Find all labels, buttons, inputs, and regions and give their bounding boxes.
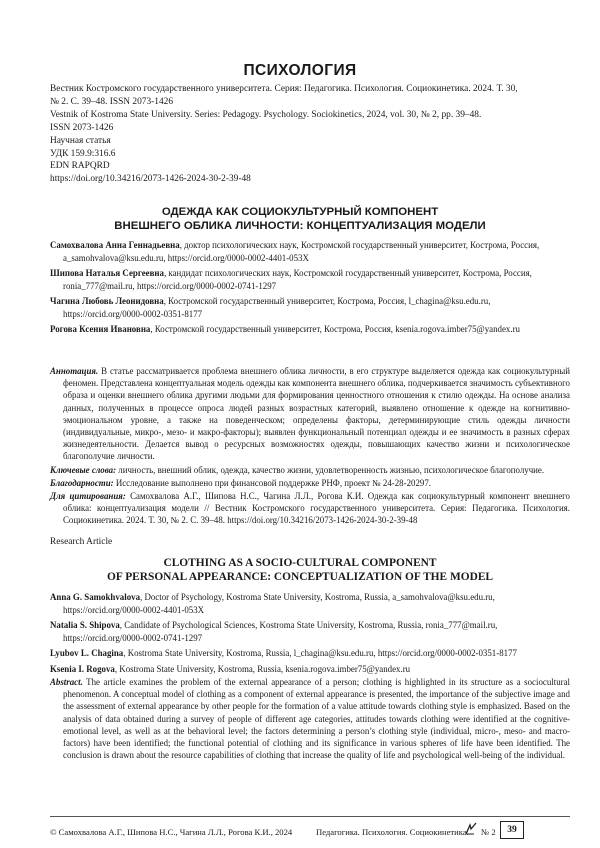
author-name: Anna G. Samokhvalova	[50, 592, 141, 602]
footer-divider	[50, 816, 570, 817]
author-entry	[50, 323, 570, 336]
abstract-paragraph	[50, 676, 570, 761]
citation	[50, 490, 570, 527]
citation-text: Самохвалова А.Г., Шипова Н.С., Чагина Л.Л., Рогова К.И. Одежда как социокультурный компонент внешнего облика: концептуализация модели // Вестник Костромского государственного университета. Серия: Педагогика. Психология. Социокинетика. 2024. Т. 30, № 2. С. 39–48. https://doi.org/10.34216/2073-1426-2024-30-2-39-48	[63, 491, 570, 526]
authors-en	[50, 591, 570, 678]
author-entry	[50, 239, 570, 264]
title-line: CLOTHING AS A SOCIO-CULTURAL COMPONENT	[163, 557, 437, 569]
page-number: 39	[500, 821, 524, 839]
article-title-en	[30, 557, 570, 584]
author-name: Самохвалова Анна Геннадьевна	[50, 240, 180, 250]
author-name: Чагина Любовь Леонидовна	[50, 296, 164, 306]
author-name: Lyubov L. Chagina	[50, 648, 124, 658]
abstract-label: Abstract.	[50, 677, 83, 687]
citation-label: Для цитирования:	[50, 491, 126, 502]
author-details: , Kostroma State University, Kostroma, Russia, l_chagina@ksu.edu.ru, https://orcid.org/0000-0002-0351-8177	[123, 648, 517, 658]
annotation-text: В статье рассматривается проблема внешнего облика личности, в его структуре выделяется одежда как социокультурный феномен. Представлена концептуальная модель одежды как компонента внешнего облика, подчеркивается значимость субъективного образа и оценки внешнего облика другими людьми для формирования ценностного отношения к стилю одежды. На основе анализа данных, полученных в процессе опроса людей разных возрастных категорий, выявлено отношение к одежде на когнитивно-эмоциональном уровне, а также на поведенческом; определены факторы, детерминирующие стиль одежды личности (индивидуальные, микро-, мезо- и макро-факторы); выявлен функциональный потенциал одежды и ее значимость в разных сферах жизнедеятельности. Делается вывод о ресурсных возможностях одежды, повышающих качество жизни и психологическое благополучие личности.	[63, 366, 570, 462]
acknowledgements-text: Исследование выполнено при финансовой поддержке РНФ, проект № 24-28-20297.	[113, 477, 431, 488]
meta-line: ISSN 2073-1426	[50, 122, 114, 133]
article-type-en: Research Article	[50, 537, 113, 547]
author-entry	[50, 267, 570, 292]
journal-logo-icon	[464, 822, 478, 836]
author-name: Шипова Наталья Сергеевна	[50, 268, 164, 278]
author-details: , доктор психологических наук, Костромской государственный университет, Кострома, Россия, a_samohvalova@ksu.edu.ru, https://orcid.org/0000-0002-4401-053X	[63, 240, 540, 263]
abstract-ru	[50, 365, 570, 528]
meta-line: Научная статья	[50, 135, 111, 146]
footer-copyright: © Самохвалова А.Г., Шипова Н.С., Чагина Л.Л., Рогова К.И., 2024	[50, 827, 293, 837]
author-details: , Doctor of Psychology, Kostroma State University, Kostroma, Russia, a_samohvalova@ksu.edu.ru, https://orcid.org/0000-0002-4401-053X	[63, 592, 495, 615]
article-title-ru	[30, 206, 570, 233]
authors-ru	[50, 239, 570, 339]
keywords-text: личность, внешний облик, одежда, качество жизни, удовлетворенность жизнью, психологическое благополучие.	[116, 464, 545, 475]
acknowledgements	[50, 477, 570, 489]
author-name: Рогова Ксения Ивановна	[50, 324, 151, 334]
meta-line: Вестник Костромского государственного университета. Серия: Педагогика. Психология. Социокинетика. 2024. Т. 30,	[50, 84, 518, 94]
author-details: , Kostroma State University, Kostroma, Russia, ksenia.rogova.imber75@yandex.ru	[114, 663, 411, 674]
doi-link[interactable]: https://doi.org/10.34216/2073-1426-2024-30-2-39-48	[50, 174, 251, 185]
meta-line: № 2. С. 39–48. ISSN 2073-1426	[50, 96, 174, 107]
author-entry	[50, 663, 570, 676]
footer-journal: Педагогика. Психология. Социокинетика.	[316, 827, 469, 837]
meta-line: УДК 159.9:316.6	[50, 148, 116, 159]
author-name: Ksenia I. Rogova	[50, 663, 115, 674]
title-line: OF PERSONAL APPEARANCE: CONCEPTUALIZATION OF THE MODEL	[106, 570, 494, 583]
meta-line: EDN RAPQRD	[50, 161, 110, 172]
author-details: , Candidate of Psychological Sciences, Kostroma State University, Kostroma, Russia, ronia_777@mail.ru, https://orcid.org/0000-0002-0741-1297	[63, 620, 498, 643]
author-name: Natalia S. Shipova	[50, 620, 120, 630]
acknowledgements-label: Благодарности:	[50, 477, 114, 488]
abstract-en	[50, 676, 570, 762]
title-line: ВНЕШНЕГО ОБЛИКА ЛИЧНОСТИ: КОНЦЕПТУАЛИЗАЦИЯ МОДЕЛИ	[114, 219, 486, 232]
keywords	[50, 464, 570, 476]
publication-metadata	[50, 83, 570, 186]
section-title: ПСИХОЛОГИЯ	[243, 62, 357, 79]
annotation-label: Аннотация.	[50, 366, 99, 376]
author-entry	[50, 295, 570, 320]
author-details: , Костромской государственный университет, Кострома, Россия, l_chagina@ksu.edu.ru, https://orcid.org/0000-0002-0351-8177	[63, 296, 491, 319]
title-line: ОДЕЖДА КАК СОЦИОКУЛЬТУРНЫЙ КОМПОНЕНТ	[161, 206, 439, 218]
author-entry	[50, 591, 570, 616]
annotation	[50, 365, 570, 463]
abstract-text: The article examines the problem of the external appearance of a person; clothing is highlighted in its structure as a sociocultural phenomenon. A conceptual model of clothing as a component of external appearance is presented, the importance of the subjective image and the assessment of external appearance by other people for the formation of a value attitude towards clothing style is emphasized. Based on the analysis of data obtained during a survey of people of different age categories, attitudes towards clothing were identified at the cognitive-emotional level, as well as at the behavioral level; the factors determining a person’s clothing style (individual, micro-, meso- and macro-factors) have been identified; the functional potential of clothing and its significance in various spheres of life have been identified. The conclusion is drawn about the resource capabilities of clothing that increase the quality of life and psychological well-being of the individual.	[63, 677, 570, 761]
author-details: , кандидат психологических наук, Костромской государственный университет, Кострома, Россия, ronia_777@mail.ru, https://orcid.org/0000-0002-0741-1297	[63, 268, 532, 291]
footer-issue: № 2	[481, 827, 496, 837]
keywords-label: Ключевые слова:	[50, 464, 117, 475]
author-entry	[50, 647, 570, 660]
author-entry	[50, 619, 570, 644]
author-details: , Костромской государственный университет, Кострома, Россия, ksenia.rogova.imber75@yandex.ru	[150, 324, 520, 334]
meta-line: Vestnik of Kostroma State University. Series: Pedagogy. Psychology. Sociokinetics, 2024, vol. 30, № 2, pp. 39–48.	[50, 109, 482, 120]
